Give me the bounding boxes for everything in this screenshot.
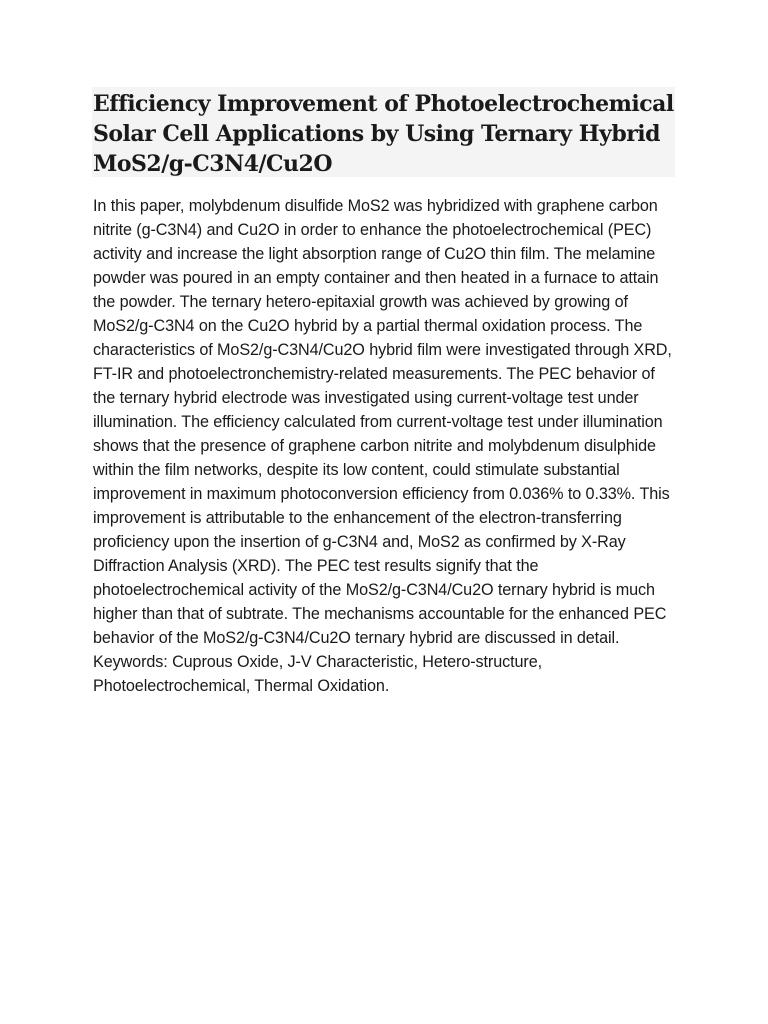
title-banner <box>92 87 675 177</box>
abstract-paragraph: In this paper, molybdenum disulfide MoS2 was hybridized with graphene carbon nitrite (g-C3N4) and Cu2O in order to enhance the photoelectrochemical (PEC) activity and increase the light absorption range of Cu2O thin film. The melamine powder was poured in an empty container and then heated in a furnace to attain the powder. The ternary hetero-epitaxial growth was achieved by growing of MoS2/g-C3N4 on the Cu2O hybrid by a partial thermal oxidation process. The characteristics of MoS2/g-C3N4/Cu2O hybrid film were investigated through XRD, FT-IR and photoelectronchemistry-related measurements. The PEC behavior of the ternary hybrid electrode was investigated using current-voltage test under illumination. The efficiency calculated from current-voltage test under illumination shows that the presence of graphene carbon nitrite and molybdenum disulphide within the film networks, despite its low content, could stimulate substantial improvement in maximum photoconversion efficiency from 0.036% to 0.33%. This improvement is attributable to the enhancement of the electron-transferring proficiency upon the insertion of g-C3N4 and, MoS2 as confirmed by X-Ray Diffraction Analysis (XRD). The PEC test results signify that the photoelectrochemical activity of the MoS2/g-C3N4/Cu2O ternary hybrid is much higher than that of subtrate. The mechanisms accountable for the enhanced PEC behavior of the MoS2/g-C3N4/Cu2O ternary hybrid are discussed in detail. Keywords: Cuprous Oxide, J-V Characteristic, Hetero-structure, Photoelectrochemical, Thermal Oxidation. <box>93 197 672 695</box>
document-title: Efficiency Improvement of Photoelectrochemical Solar Cell Applications by Using Ternary Hybrid MoS2/g-C3N4/Cu2O <box>93 91 674 177</box>
